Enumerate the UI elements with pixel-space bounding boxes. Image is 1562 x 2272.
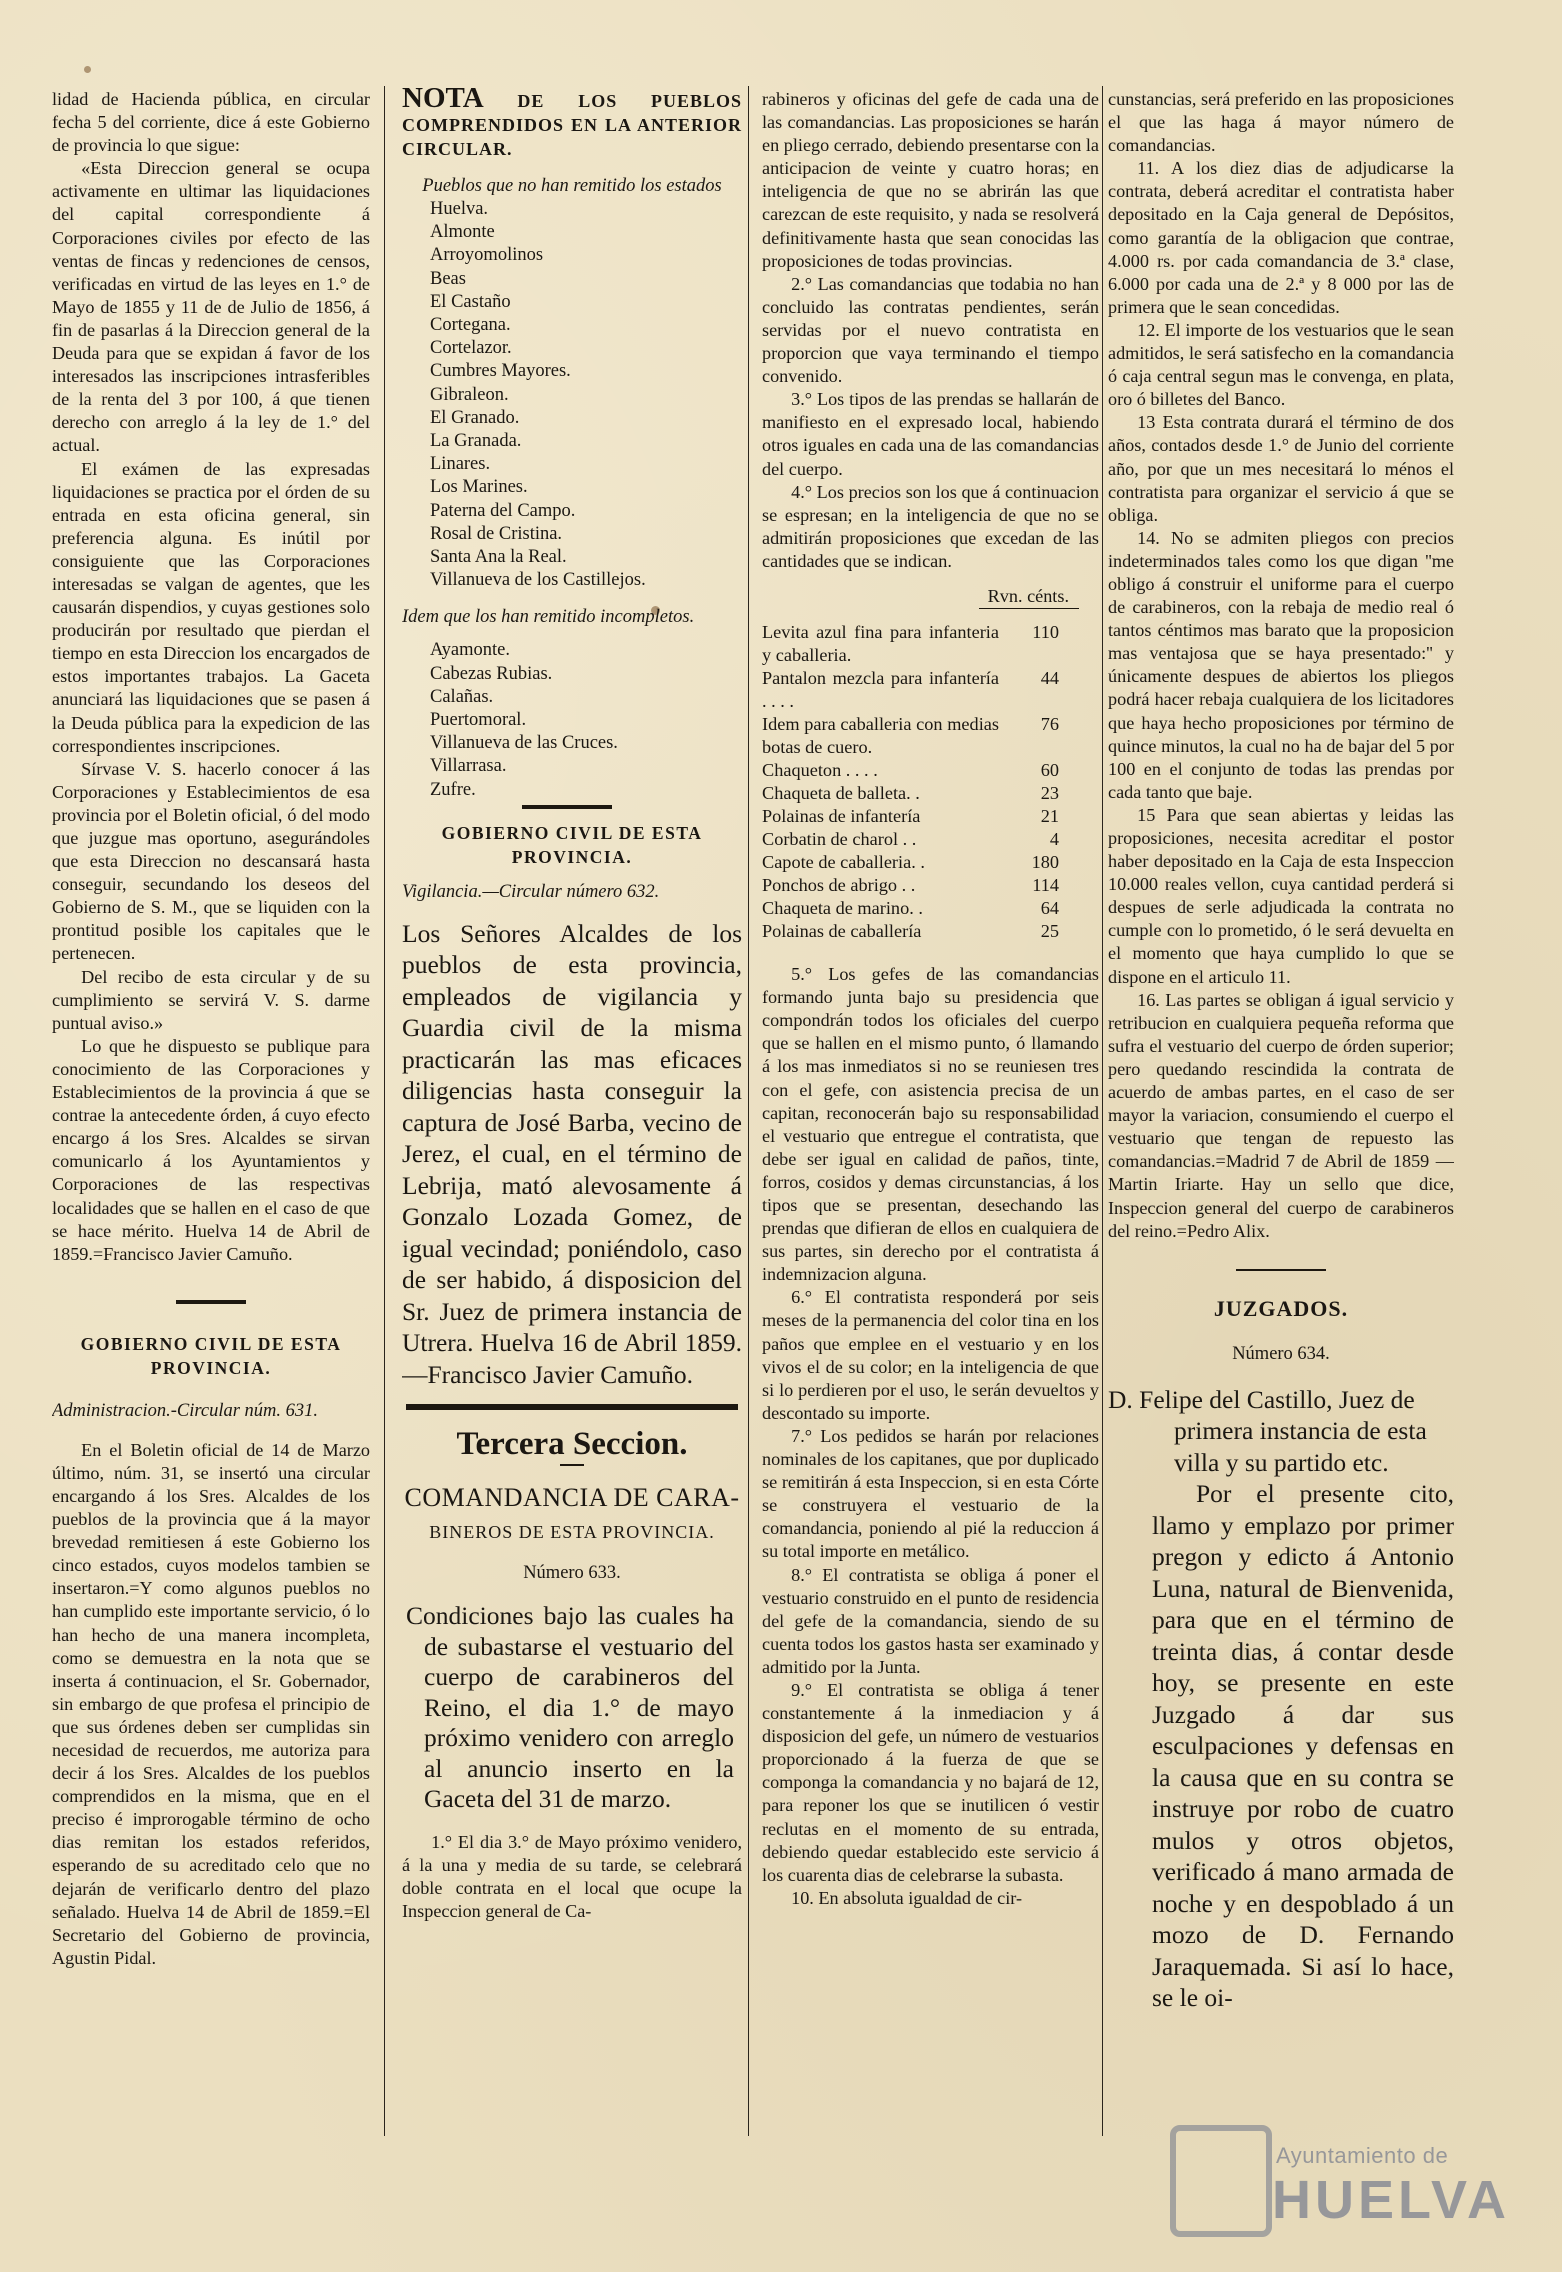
paragraph: El exámen de las expresadas liquidaciones se practica por el órden de su entrada en esta oficina general, sin preferencia alguna. Es inútil por consiguiente que las Corporaciones interesadas se valgan de agentes, que les causarán dispendios, y cuyas gestiones solo producirán por resultado que pierdan el tiempo en esta Direccion los encargados de estos importantes trabajos. La Gaceta anunciará las liquidaciones que se pasen á la Deuda pública para la expedicion de las correspondientes inscripciones. xyxy=(52,458,370,756)
column-rule xyxy=(748,86,749,2136)
section-heading: GOBIERNO CIVIL DE ESTA PROVINCIA. xyxy=(441,822,703,867)
paragraph: 1.° El dia 3.° de Mayo próximo venidero, á la una y media de su tarde, se celebrará doble contrata en el local que ocupe la Inspeccion general de Ca- xyxy=(402,1831,742,1922)
paragraph: 10. En absoluta igualdad de cir- xyxy=(791,1887,1023,1908)
price-item: Polainas de caballería xyxy=(762,921,922,942)
price-value: 114 xyxy=(1032,875,1059,896)
paragraph: 7.° Los pedidos se harán por relaciones nominales de los capitanes, que por duplicado se remitirán á esta Inspeccion, si en esta Córte se construyera el vestuario de la comandancia, poniendo al pié la reduccion á su total importe en metálico. xyxy=(762,1425,1099,1562)
town-list-item: Zufre. xyxy=(430,779,476,800)
town-list-item: Rosal de Cristina. xyxy=(430,523,563,544)
town-list-item: Arroyomolinos xyxy=(430,245,544,266)
town-list-item: Los Marines. xyxy=(430,477,528,498)
price-item: Ponchos de abrigo . . xyxy=(762,875,916,896)
town-list-item: Almonte xyxy=(430,222,495,243)
paragraph: Lo que he dispuesto se publique para conocimiento de las Corporaciones y Establecimientos de la provincia á que se contrae la antecedente órden, á cuyo efecto encargo á los Sres. Alcaldes se sirvan comunicarlo á los Ayuntamientos y Corporaciones de las respectivas localidades que se hallen en el caso de que se hace mérito. Huelva 14 de Abril de 1859.=Francisco Javier Camuño. xyxy=(52,1035,370,1264)
dash xyxy=(560,1464,584,1466)
paragraph: Sírvase V. S. hacerlo conocer á las Corporaciones y Establecimientos de esa provincia por el Boletin oficial, ó del modo que juzgue mas oportuno, asegurándoles que esta Direccion no descansará hasta conseguir, secundando los deseos del Gobierno de S. M., que se liquiden con la prontitud posible los capitales que le pertenecen. xyxy=(52,758,370,964)
comandancia-subheading: BINEROS DE ESTA PROVINCIA. xyxy=(429,1522,715,1543)
town-list-item: Linares. xyxy=(430,454,491,475)
paragraph: 4.° Los precios son los que á continuacion se espresan; en la inteligencia de que no se admitirán proposiciones que excedan de las cantidades que se indican. xyxy=(762,481,1099,571)
paragraph: 13 Esta contrata durará el término de dos años, contados desde 1.° de Junio del corriente año, por que un mes necesitará lo ménos el contratista para organizar el servicio á que se obliga. xyxy=(1108,412,1454,525)
column-3 xyxy=(762,88,1099,1910)
town-list-item: Puertomoral. xyxy=(430,710,527,731)
town-list-item: Beas xyxy=(430,268,466,289)
town-list-item: Villanueva de las Cruces. xyxy=(430,733,618,754)
conditions-title: Condiciones bajo las cuales ha de subastarse el vestuario del cuerpo de carabineros del Reino, el dia 1.° de mayo próximo venidero con arreglo al anuncio inserto en la Gaceta del 31 de marzo. xyxy=(406,1601,734,1814)
paragraph: Del recibo de esta circular y de su cumplimiento se servirá V. S. darme puntual aviso.» xyxy=(52,966,370,1033)
price-row xyxy=(762,759,1099,782)
price-row xyxy=(762,920,1099,943)
town-list-item: Cortegana. xyxy=(430,315,511,336)
price-item: Corbatin de charol . . xyxy=(762,829,917,850)
paragraph: 14. No se admiten pliegos con precios indeterminados tales como los que digan ''me obligo á construir el uniforme para el cuerpo de carabineros, con la rebaja de medio real ó tantos céntimos mas barato que la proposicion mas ventajosa que se haya presentado:'' y únicamente despues de abiertos los pliegos podrá hacer rebaja cualquiera de los licitadores que haya hecho proposiciones por término de quince minutos, la cual no ha de bajar del 5 por 100 en el conjunto de todas las prendas por cada tanto que baje. xyxy=(1108,527,1454,802)
town-list-item: El Granado. xyxy=(430,407,520,428)
price-row xyxy=(762,782,1099,805)
price-value: 44 xyxy=(1040,668,1059,689)
paragraph: 2.° Las comandancias que todabia no han concluido las contratas pendientes, serán servidas por el nuevo contratista en proporcion que vaya terminando el tiempo convenido. xyxy=(762,273,1099,387)
price-row xyxy=(762,897,1099,920)
watermark-big-text: HUELVA xyxy=(1272,2170,1510,2230)
town-list-item: Cabezas Rubias. xyxy=(430,663,553,684)
price-value: 4 xyxy=(1049,829,1059,850)
price-item: Chaqueta de marino. . xyxy=(762,898,923,919)
town-list-item: Villanueva de los Castillejos. xyxy=(430,570,646,591)
juzgados-heading: JUZGADOS. xyxy=(1213,1295,1349,1321)
paragraph: 6.° El contratista responderá por seis meses de la permanencia del color tina en los paños que emplee en el vestuario y en los vivos el de su color; en la inteligencia de que si lo perdieren por el uso, le serán devueltos y descontado su importe. xyxy=(762,1287,1099,1423)
notice-number: Número 633. xyxy=(523,1563,621,1584)
watermark-small-text: Ayuntamiento de xyxy=(1276,2143,1449,2168)
price-value: 180 xyxy=(1031,852,1059,873)
section-title: Tercera Seccion. xyxy=(456,1426,688,1463)
price-row xyxy=(762,851,1099,874)
price-value: 23 xyxy=(1040,783,1059,804)
column-1 xyxy=(52,88,370,1970)
price-item: Idem para caballeria con medias botas de cuero. xyxy=(762,714,999,758)
column-rule xyxy=(384,86,385,2136)
price-row xyxy=(762,805,1099,828)
paragraph: lidad de Hacienda pública, en circular fecha 5 del corriente, dice á este Gobierno de provincia lo que sigue: xyxy=(52,89,370,156)
captura-notice: Los Señores Alcaldes de los pueblos de esta provincia, empleados de vigilancia y Guardia civil de la misma practicarán las mas eficaces diligencias hasta conseguir la captura de José Barba, vecino de Jerez, el cual, en el término de Lebrija, mató alevosamente á Gonzalo Lozada Gomez, de igual vecindad; poniéndolo, caso de ser habido, á disposicion del Sr. Juez de primera instancia de Utrera. Huelva 16 de Abril 1859.—Francisco Javier Camuño. xyxy=(402,918,742,1389)
town-list-item: Paterna del Campo. xyxy=(430,500,576,521)
price-row xyxy=(762,874,1099,897)
town-list-item: Huelva. xyxy=(430,199,489,219)
circular-subheading: Administracion.-Circular núm. 631. xyxy=(52,1400,319,1421)
column-4 xyxy=(1108,88,1454,2014)
price-header-rule xyxy=(979,608,1079,609)
paragraph: «Esta Direccion general se ocupa activamente en ultimar las liquidaciones del capital correspondiente á Corporaciones civiles por efecto de las ventas de fincas y redenciones de censos, verificadas en virtud de las leyes en 1.° de Mayo de 1855 y 11 de de Julio de 1856, á fin de pasarlas á la Direccion general de la Deuda para que se expidan á favor de los interesados las inscripciones intrasferibles de la renta del 3 por 100, á que tienen derecho con arreglo á la ley de 1.° del actual. xyxy=(52,158,370,456)
price-row xyxy=(762,828,1099,851)
price-value: 60 xyxy=(1040,760,1059,781)
paragraph: 8.° El contratista se obliga á poner el vestuario construido en el punto de residencia del gefe de la comandancia, siendo de su cuenta todos los gastos hasta ser examinado y admitido por la Junta. xyxy=(762,1564,1099,1677)
town-list-item: Santa Ana la Real. xyxy=(430,547,567,568)
price-item: Chaqueta de balleta. . xyxy=(762,783,920,804)
price-item: Levita azul fina para infanteria y caballeria. xyxy=(762,622,999,666)
town-list-item: Calañas. xyxy=(430,686,494,707)
judge-heading: D. Felipe del Castillo, Juez de primera instancia de esta villa y su partido etc. xyxy=(1108,1384,1427,1477)
price-table xyxy=(762,621,1099,943)
column-rule xyxy=(1102,86,1103,2136)
paragraph: rabineros y oficinas del gefe de cada una de las comandancias. Las proposiciones se harán en pliego cerrado, debiendo presentarse con la anticipacion de veinte y cuatro horas; en inteligencia de que no se abrirán las que carezcan de este requisito, y nada se resolverá definitivamente hasta que sean conocidas las proposiciones de todas provincias. xyxy=(762,89,1099,271)
paragraph: 16. Las partes se obligan á igual servicio y retribucion en cualquiera pequeña reforma que sufra el vestuario del cuerpo de órden superior; pero quedando rescindida la contrata de acuerdo de ambas partes, en el caso de ser mayor la variacion, consumiendo el cuerpo el vestuario que tengan de repuesto las comandancias.=Madrid 7 de Abril de 1859 —Martin Iriarte. Hay un sello que dice, Inspeccion general del cuerpo de carabineros del reino.=Pedro Alix. xyxy=(1108,989,1454,1241)
paragraph: 3.° Los tipos de las prendas se hallarán de manifiesto en el expresado local, habiendo otros iguales en cada una de las comandancias del cuerpo. xyxy=(762,389,1099,479)
list-subheading: Pueblos que no han remitido los estados xyxy=(422,176,722,196)
ayuntamiento-watermark xyxy=(1170,2125,1510,2235)
price-item: Pantalon mezcla para infantería . . . . xyxy=(762,668,999,712)
town-list-item: La Granada. xyxy=(430,431,522,452)
town-list-item: Villarrasa. xyxy=(430,756,507,777)
list-subheading: Idem que los han remitido incompletos. xyxy=(402,607,695,628)
comandancia-heading: COMANDANCIA DE CARA- xyxy=(404,1483,740,1513)
town-list-item: Gibraleon. xyxy=(430,384,509,405)
nota-heading xyxy=(402,86,742,161)
paragraph: 15 Para que sean abiertas y leidas las proposiciones, necesita acreditar el postor haber depositado en la Caja de esta Inspeccion 10.000 reales vellon, cuya cantidad perderá si despues de serle adjudicada la contrata no cumple con lo prometido, ó le será devuelta en el momento que haya cumplido lo que se dispone en el articulo 11. xyxy=(1108,804,1454,987)
notice-number: Número 634. xyxy=(1232,1343,1330,1364)
ink-stain xyxy=(84,66,91,73)
town-list-item: Cortelazor. xyxy=(430,338,512,359)
edicto-text: Por el presente cito, llamo y emplazo por primer pregon y edicto á Antonio Luna, natural de Bienvenida, para que en el término de treinta dias, á contar desde hoy, se presente en este Juzgado á dar sus esculpaciones y defensas en la causa que en su contra se instruye por robo de cuatro mulos y otros objetos, verificado á mano armada de noche y en despoblado á un mozo de D. Fernando Jaraquemada. Si así lo hace, se le oi- xyxy=(1152,1479,1454,2013)
town-list-incomplete xyxy=(430,639,742,801)
price-value: 76 xyxy=(1040,714,1059,735)
paragraph: 5.° Los gefes de las comandancias formando junta bajo su presidencia que compondrán todos los oficiales del cuerpo que se hallen en el mismo punto, ó llamando á los mas inmediatos si no se reuniesen tres con el gefe, con asistencia precisa de un capitan, reconocerán bajo su responsabilidad el vestuario que entregue el contratista, que debe ser igual en calidad de paños, tinte, forros, cosidos y demas circunstancias, á los tipos que se presentan, desechando las prendas que difieran de ellos en cualquiera de sus partes, sin derecho por el contratista á indemnizacion alguna. xyxy=(762,964,1099,1285)
column-2 xyxy=(402,86,742,1923)
price-item: Chaqueton . . . . xyxy=(762,760,878,781)
town-list-missing xyxy=(430,198,742,592)
paragraph: En el Boletin oficial de 14 de Marzo último, núm. 31, se insertó una circular encargando á los Sres. Alcaldes de los pueblos de la provincia que á la mayor brevedad remitiesen á este Gobierno los cinco estados, cuyos modelos tambien se insertaron.=Y como algunos pueblos no han cumplido este importante servicio, ó lo han hecho de una manera incompleta, como se demuestra en la nota que se inserta á continuacion, el Sr. Gobernador, sin embargo de que profesa el principio de que sus órdenes deben ser cumplidas sin necesidad de recuerdos, me autoriza para decir á los Sres. Alcaldes de los pueblos comprendidos en la misma, que en el preciso é improrogable término de ocho dias remitan los estados referidos, esperando de su acreditado celo que no dejarán de verificarlo dentro del plazo señalado. Huelva 14 de Abril de 1859.=El Secretario del Gobierno de provincia, Agustin Pidal. xyxy=(52,1439,370,1968)
paragraph: 12. El importe de los vestuarios que le sean admitidos, le será satisfecho en la comandancia ó caja central segun mas le convenga, en plata, oro ó billetes del Banco. xyxy=(1108,319,1454,410)
town-list-item: Ayamonte. xyxy=(430,640,510,661)
price-value: 64 xyxy=(1040,898,1059,919)
price-item: Polainas de infantería xyxy=(762,806,921,827)
nota-word: NOTA xyxy=(402,86,484,114)
nota-title: DE LOS PUEBLOS COMPRENDIDOS EN LA ANTERIOR CIRCULAR. xyxy=(402,91,742,159)
paragraph: cunstancias, será preferido en las proposiciones el que las haga á mayor número de comandancias. xyxy=(1108,89,1454,156)
paragraph: 9.° El contratista se obliga á tener constantemente á la inmediacion y á disposicion del gefe, un número de vestuarios proporcionado á la fuerza de que se componga la comandancia y no bajará de 12, para reponer los que se inutilicen ó vestir reclutas en el momento de su entrada, debiendo quedar establecido este servicio á los cuarenta dias de celebrarse la subasta. xyxy=(762,1679,1099,1885)
price-item: Capote de caballeria. . xyxy=(762,852,925,873)
section-heading: GOBIERNO CIVIL DE ESTA PROVINCIA. xyxy=(80,1333,342,1378)
price-value: 21 xyxy=(1040,806,1059,827)
paragraph: 11. A los diez dias de adjudicarse la contrata, deberá acreditar el contratista haber depositado en la Caja general de Depósitos, como garantía de la obligacion que contrae, 4.000 rs. por cada comandancia de 3.ª clase, 6.000 por cada una de 2.ª y 8 000 por las de primera que le sean concedidas. xyxy=(1108,158,1454,317)
building-icon xyxy=(1170,2125,1272,2237)
town-list-item: El Castaño xyxy=(430,291,511,312)
circular-subheading: Vigilancia.—Circular número 632. xyxy=(402,881,660,902)
price-row xyxy=(762,667,1099,713)
price-row xyxy=(762,713,1099,759)
price-value: 25 xyxy=(1040,921,1059,942)
price-value: 110 xyxy=(1032,622,1059,643)
price-row xyxy=(762,621,1099,667)
price-header: Rvn. cénts. xyxy=(987,585,1069,606)
town-list-item: Cumbres Mayores. xyxy=(430,361,571,382)
